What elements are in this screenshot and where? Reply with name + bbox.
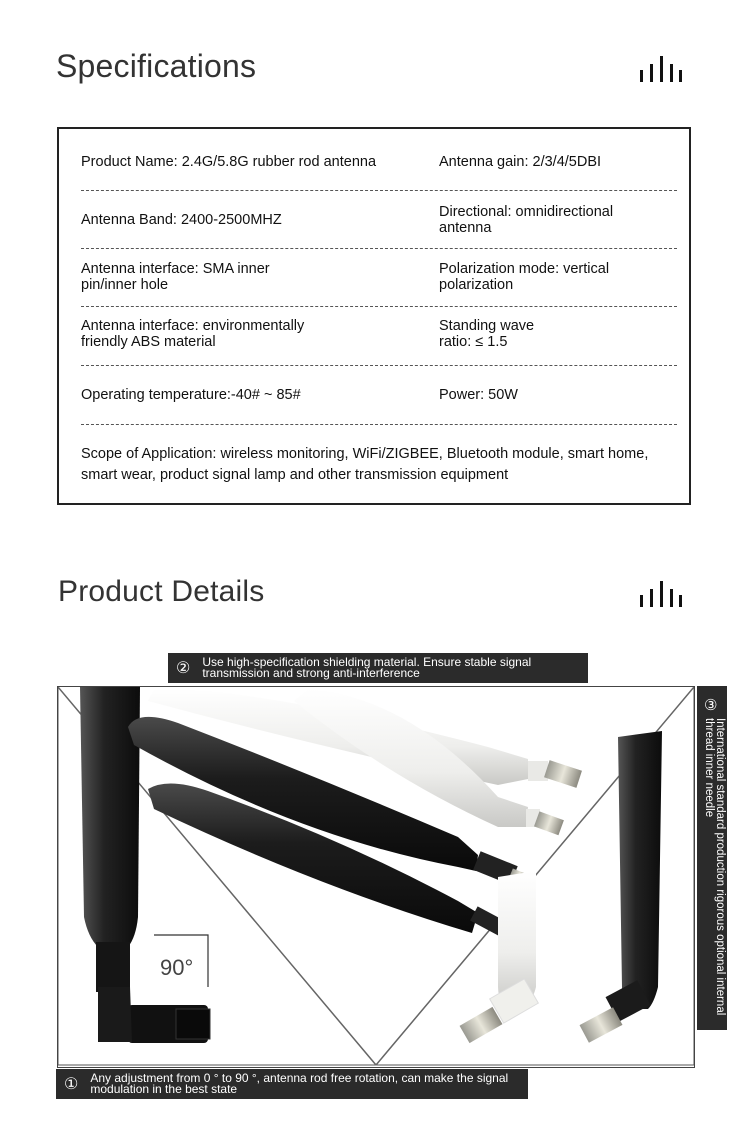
spec-left: Product Name: 2.4G/5.8G rubber rod antenna bbox=[81, 154, 377, 170]
callout-number: ① bbox=[64, 1075, 79, 1093]
spec-row bbox=[81, 145, 667, 179]
spec-left: Antenna interface: environmentally friendly ABS material bbox=[81, 318, 305, 350]
antenna-illustration bbox=[58, 687, 694, 1067]
product-details-title: Product Details bbox=[58, 575, 265, 608]
callout-number: ② bbox=[176, 659, 191, 677]
spec-right: Polarization mode: vertical polarization bbox=[439, 261, 610, 293]
callout-2 bbox=[168, 653, 588, 683]
equalizer-bars-icon bbox=[640, 58, 682, 82]
spec-right: Antenna gain: 2/3/4/5DBI bbox=[439, 154, 602, 170]
spec-row bbox=[81, 260, 667, 294]
spec-table bbox=[57, 127, 691, 505]
spec-right: Standing wave ratio: ≤ 1.5 bbox=[439, 318, 535, 350]
callout-3 bbox=[697, 686, 727, 1030]
spec-row bbox=[81, 317, 667, 351]
divider bbox=[81, 306, 677, 307]
spec-right: Power: 50W bbox=[439, 387, 518, 403]
callout-1 bbox=[56, 1069, 528, 1099]
spec-right: Directional: omnidirectional antenna bbox=[439, 204, 614, 236]
scope-of-application: Scope of Application: wireless monitoring, WiFi/ZIGBEE, Bluetooth module, smart home, smart wear, product signal lamp and other transmission equipment bbox=[81, 446, 649, 483]
callout-text: Use high-specification shielding material. Ensure stable signal transmission and strong anti-interference bbox=[202, 655, 532, 680]
spec-row bbox=[81, 378, 667, 412]
divider bbox=[81, 248, 677, 249]
divider bbox=[81, 365, 677, 366]
specifications-title: Specifications bbox=[56, 48, 257, 84]
callout-number: ③ bbox=[704, 697, 718, 714]
callout-text: International standard production rigorous optional internal thread inner needle bbox=[703, 718, 726, 1016]
product-photo bbox=[57, 686, 695, 1068]
spec-left: Antenna Band: 2400-2500MHZ bbox=[81, 212, 282, 228]
spec-row bbox=[81, 203, 667, 237]
divider bbox=[81, 190, 677, 191]
spec-left: Operating temperature:-40# ~ 85# bbox=[81, 387, 301, 403]
spec-left: Antenna interface: SMA inner pin/inner hole bbox=[81, 261, 270, 293]
angle-label: 90° bbox=[160, 955, 194, 980]
callout-text: Any adjustment from 0 ° to 90 °, antenna rod free rotation, can make the signal modulation in the best state bbox=[90, 1071, 509, 1096]
divider bbox=[81, 424, 677, 425]
equalizer-bars-icon bbox=[640, 583, 682, 607]
